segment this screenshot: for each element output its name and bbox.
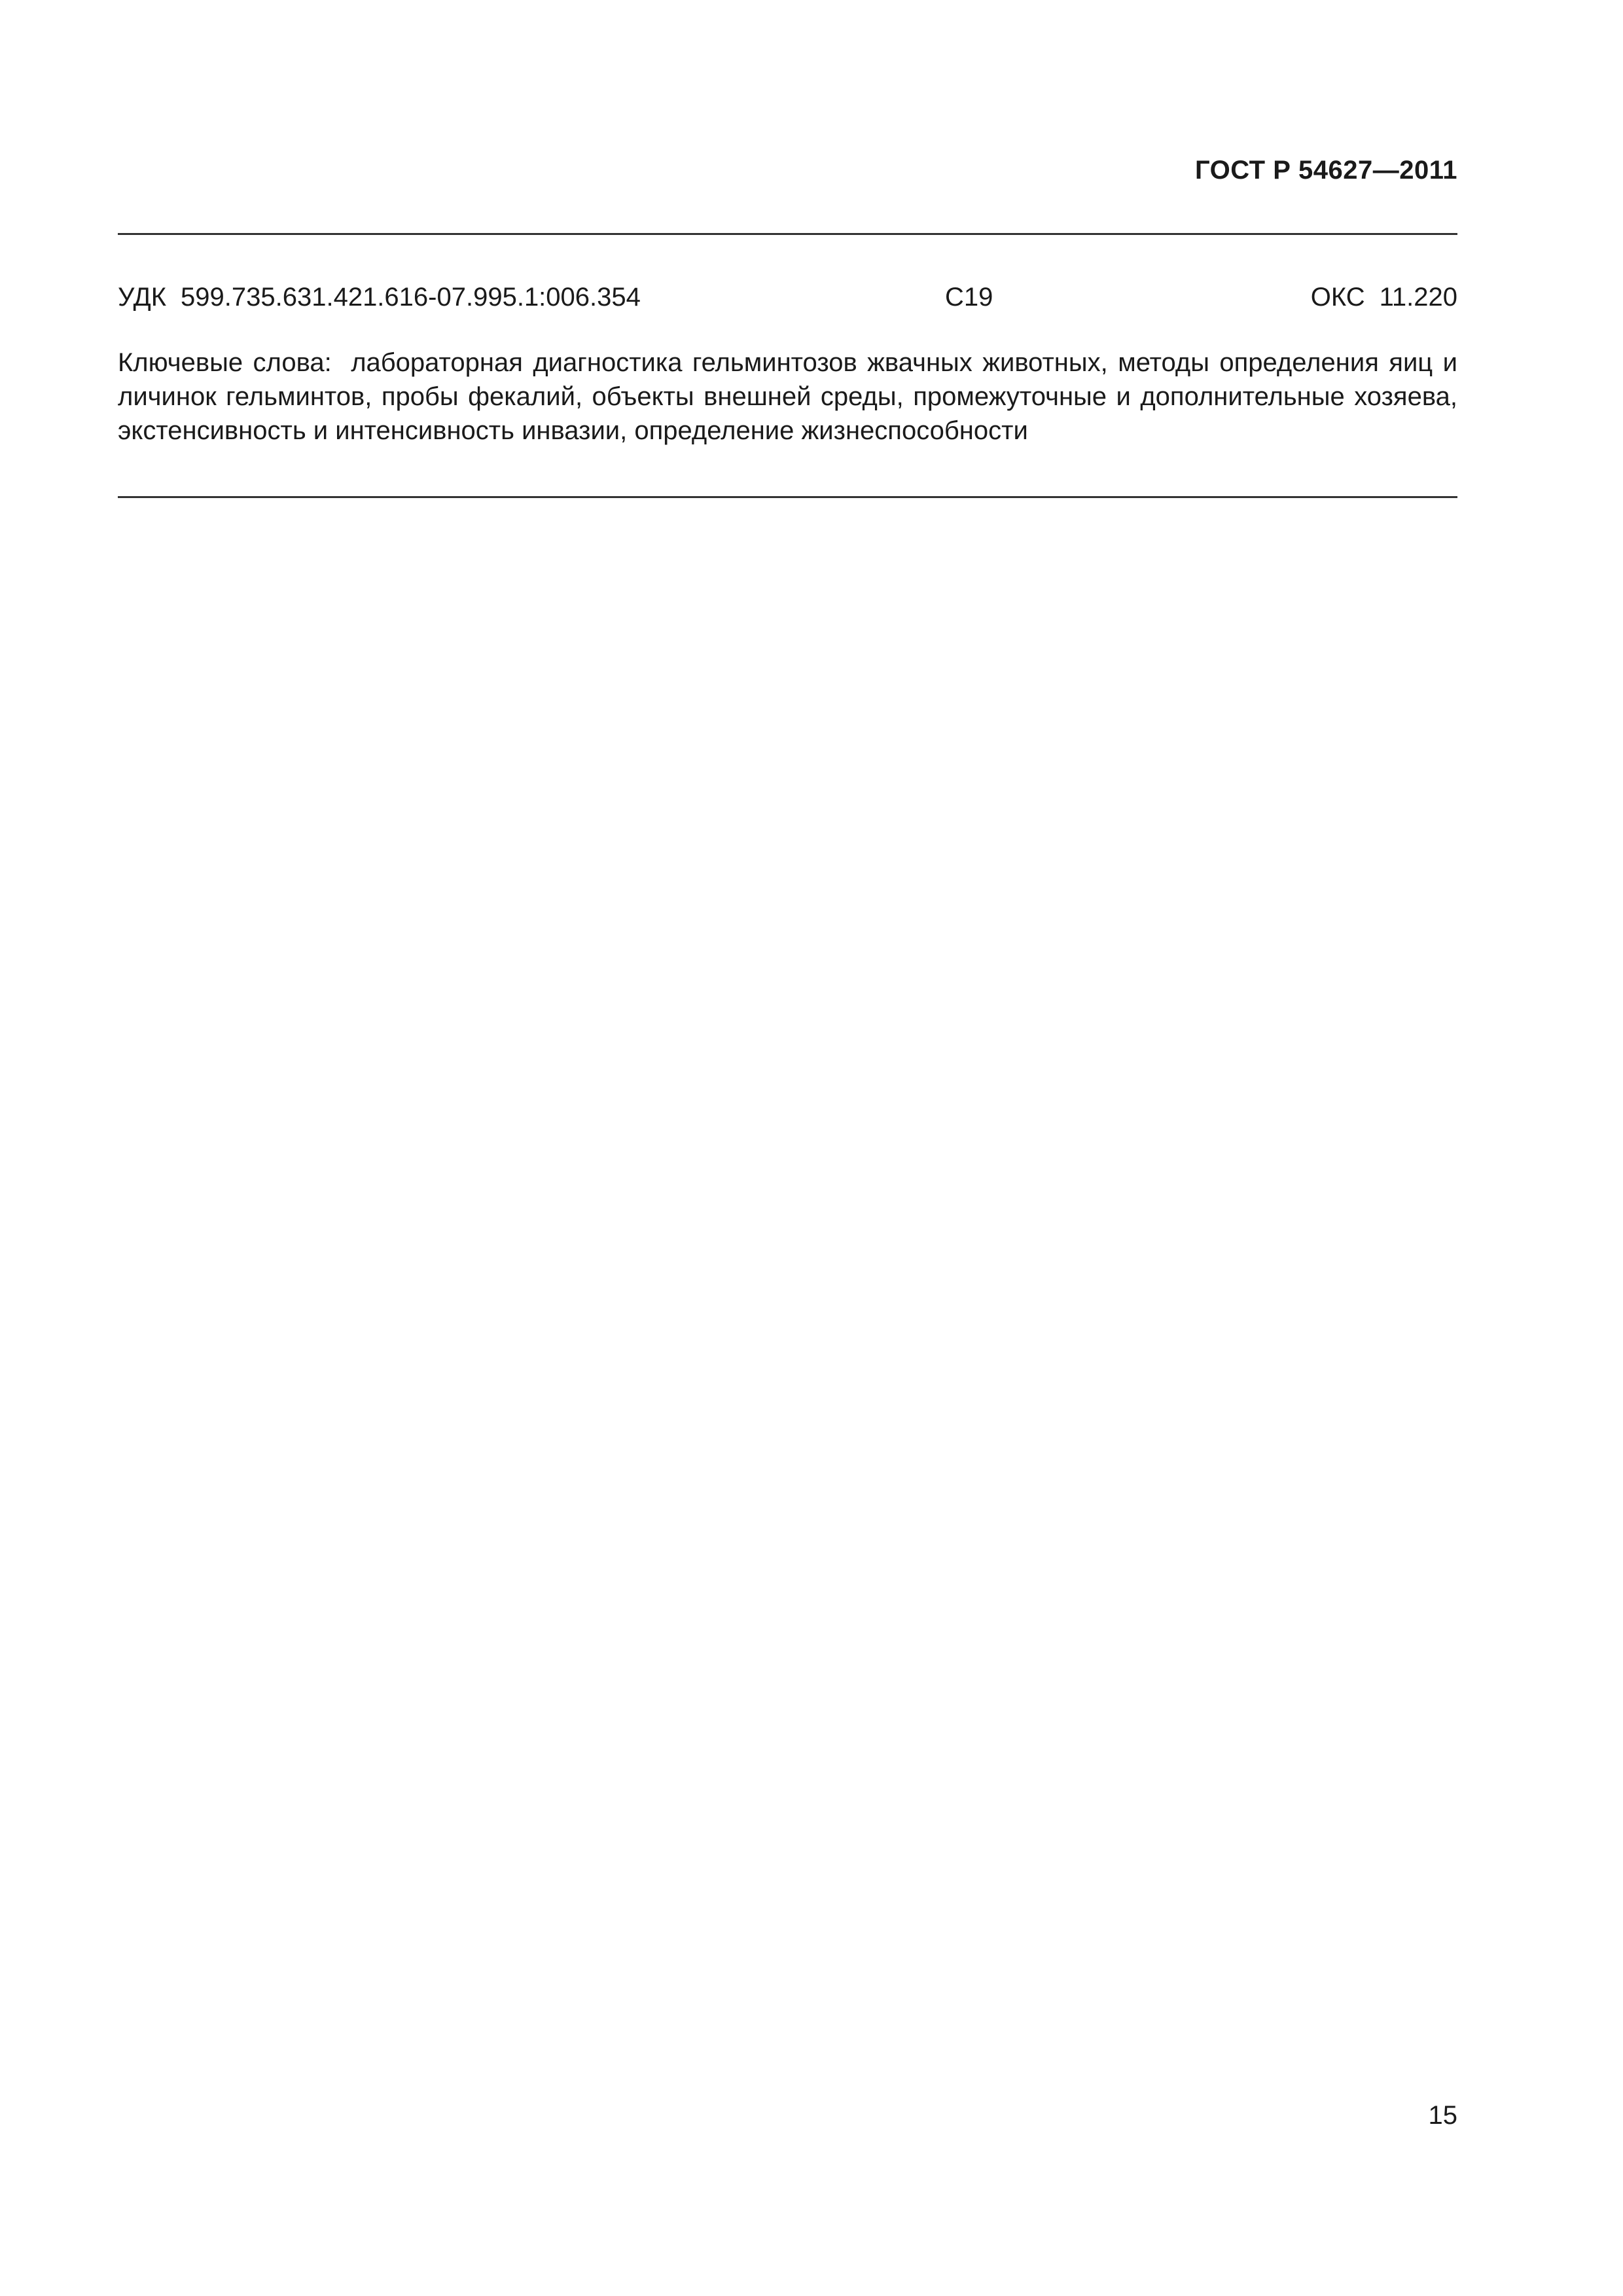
oks-block xyxy=(1311,283,1457,312)
udk-value: 599.735.631.421.616-07.995.1:006.354 xyxy=(181,283,641,312)
keywords-text: лабораторная диагностика гельминтозов жвачных животных, методы определения яиц и личинок гельминтов, пробы фекалий, объекты внешней среды, промежуточные и дополнительные хозяева, экстенсивность и интенсивность инвазии, определение жизнеспособности xyxy=(118,348,1457,445)
standard-code: ГОСТ Р 54627—2011 xyxy=(1195,156,1457,185)
udk-block xyxy=(118,283,641,312)
keywords-paragraph xyxy=(118,346,1457,448)
udk-label: УДК xyxy=(118,283,167,312)
class-code: С19 xyxy=(945,283,993,312)
keywords-label: Ключевые слова: xyxy=(118,348,332,377)
oks-value: 11.220 xyxy=(1379,283,1457,312)
bottom-divider xyxy=(118,496,1457,498)
oks-label: ОКС xyxy=(1310,283,1365,312)
page-number: 15 xyxy=(1428,2101,1457,2130)
top-divider xyxy=(118,233,1457,235)
classification-row xyxy=(118,283,1457,319)
